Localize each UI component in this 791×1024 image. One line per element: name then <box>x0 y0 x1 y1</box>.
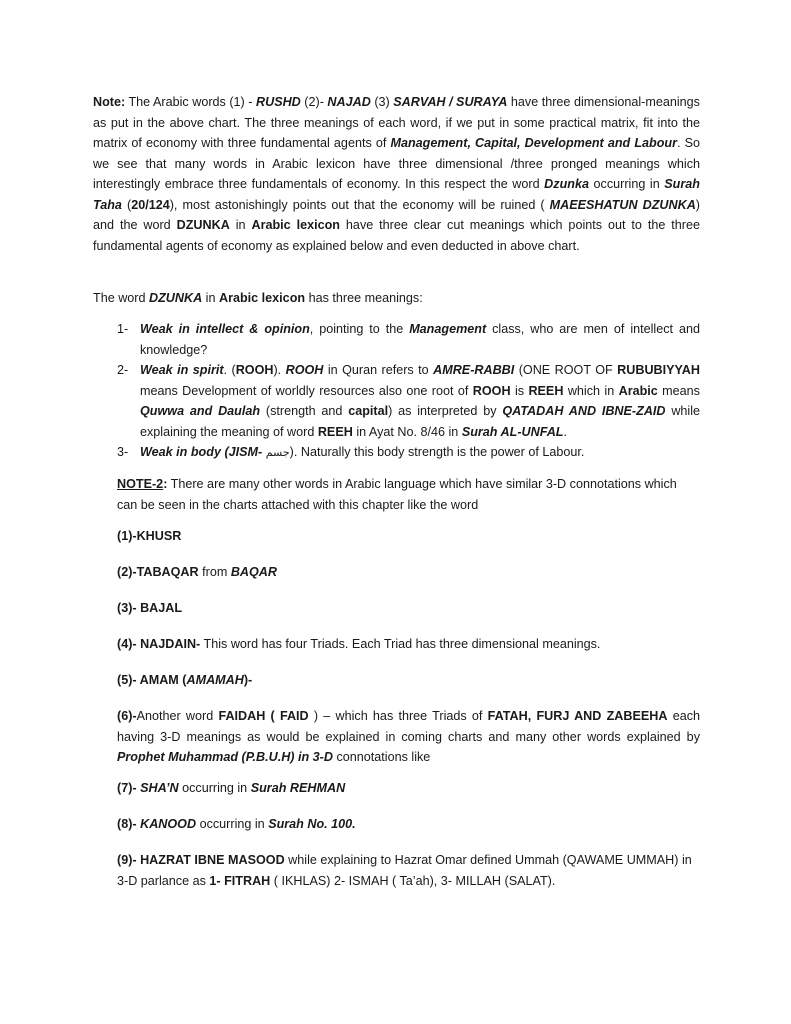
word-item-faidah: (6)-Another word FAIDAH ( FAID ) – which has three Triads of FATAH, FURJ AND ZABEEHA each having 3-D meanings as would be explained in coming charts and many other words explained by Prophet Muhammad (P.B.U.H) in 3-D connotations like <box>117 709 700 764</box>
note-label: Note: <box>93 95 126 109</box>
word-item-kanood: (8)- KANOOD occurring in Surah No. 100. <box>117 817 356 831</box>
arabic-jism: جسم <box>265 446 290 459</box>
meaning-item: 2- Weak in spirit. (ROOH). ROOH in Quran refers to AMRE-RABBI (ONE ROOT OF RUBUBIYYAH means Development of worldly resources also one root of ROOH is REEH which in Arabic means Quwwa and Daulah (strength and capital) as interpreted by QATADAH AND IBNE-ZAID while explaining the meaning of word REEH in Ayat No. 8/46 in Surah AL-UNFAL. <box>117 360 700 442</box>
list-number: 3- <box>117 445 129 459</box>
word-sarvah: SARVAH / SURAYA <box>393 95 508 109</box>
economy-agents: Management, Capital, Development and Labour <box>390 136 677 150</box>
surah-ref: 20/124 <box>131 197 170 212</box>
maeeshatun-dzunka: MAEESHATUN DZUNKA <box>549 197 696 212</box>
arabic-lexicon: Arabic lexicon <box>218 291 306 305</box>
list-number: 1- <box>117 322 129 336</box>
word-item-ibne-masood: (9)- HAZRAT IBNE MASOOD while explaining to Hazrat Omar defined Ummah (QAWAME UMMAH) in 3-D parlance as 1- FITRAH ( IKHLAS) 2- ISMAH ( Ta’ah), 3- MILLAH (SALAT). <box>117 853 692 888</box>
meanings-intro: The word DZUNKA in Arabic lexicon has three meanings: <box>93 291 423 305</box>
word-najad: NAJAD <box>327 95 371 109</box>
surah-taha: Surah Taha <box>93 177 700 212</box>
word-dzunka: Dzunka <box>544 177 589 191</box>
word-item-najdain: (4)- NAJDAIN- This word has four Triads. Each Triad has three dimensional meanings. <box>117 637 601 651</box>
list-number: 2- <box>117 363 129 377</box>
meaning-item: 3- Weak in body (JISM- جسم). Naturally this body strength is the power of Labour. <box>117 442 700 464</box>
word-item-bajal: (3)- BAJAL <box>117 601 183 615</box>
word-item-khusr: (1)-KHUSR <box>117 529 182 543</box>
arabic-lexicon: Arabic lexicon <box>251 218 340 232</box>
word-rushd: RUSHD <box>256 95 301 109</box>
note2-label: NOTE-2 <box>117 477 164 491</box>
word-item-tabaqar: (2)-TABAQAR from BAQAR <box>117 565 277 579</box>
word-item-amam: (5)- AMAM (AMAMAH)- <box>117 673 253 687</box>
meanings-list <box>117 319 700 464</box>
note-paragraph: Note: The Arabic words (1) - RUSHD (2)- NAJAD (3) SARVAH / SURAYA have three dimensional-meanings as put in the above chart. The three meanings of each word, if we put in some practical matrix, fit into the matrix of economy with three fundamental agents of Management, Capital, Development and Labour. So we see that many words in Arabic lexicon have three dimensional /three pronged meanings which interestingly embrace three fundamentals of economy. In this respect the word Dzunka occurring in Surah Taha (20/124), most astonishingly points out that the economy will be ruined ( MAEESHATUN DZUNKA) and the word DZUNKA in Arabic lexicon have three clear cut meanings which points out to the three fundamental agents of economy as explained below and even deducted in above chart. <box>93 95 701 253</box>
note2-paragraph: NOTE-2: There are many other words in Arabic language which have similar 3-D connotations which can be seen in the charts attached with this chapter like the word <box>117 477 677 512</box>
meaning-item: 1- Weak in intellect & opinion, pointing to the Management class, who are men of intellect and knowledge? <box>117 319 700 360</box>
word-dzunka: DZUNKA <box>149 291 203 305</box>
word-dzunka-caps: DZUNKA <box>176 218 230 232</box>
word-item-shan: (7)- SHA’N occurring in Surah REHMAN <box>117 781 346 795</box>
